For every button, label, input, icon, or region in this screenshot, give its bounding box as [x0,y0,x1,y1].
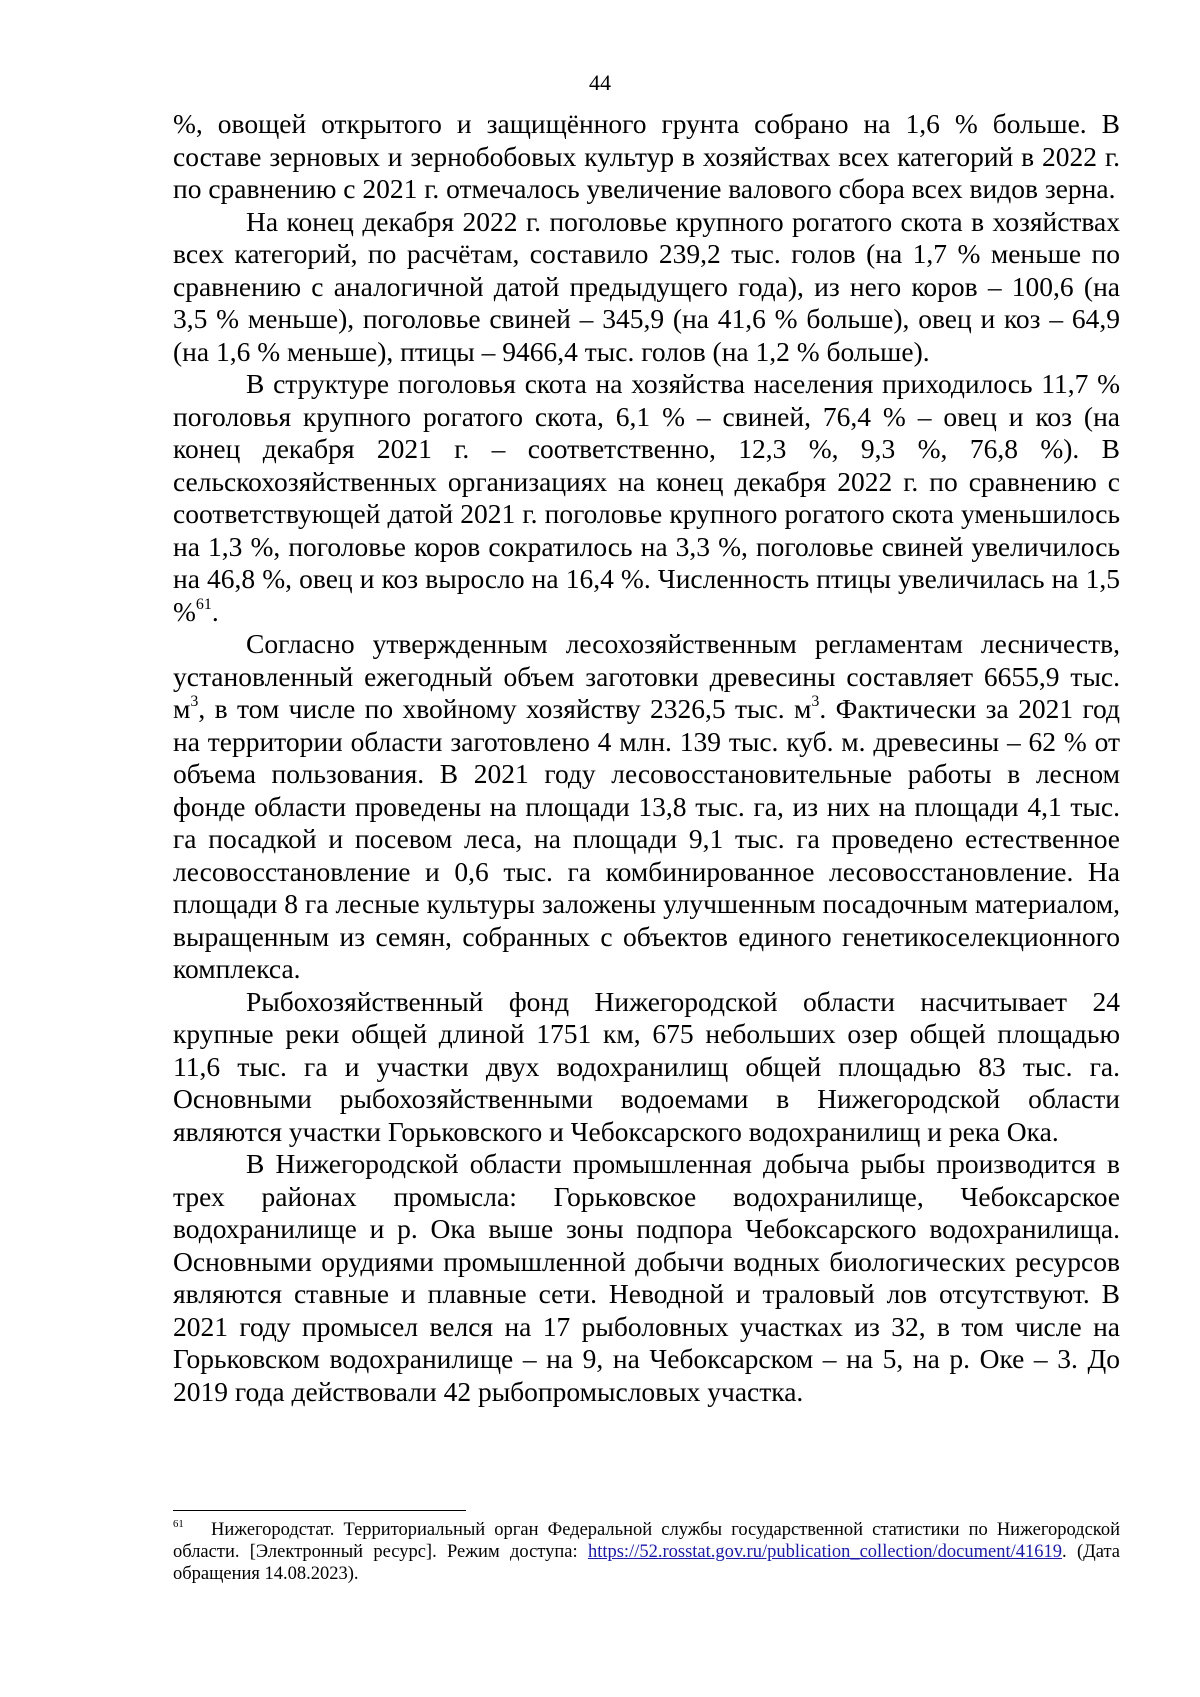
footnote-link[interactable]: https://52.rosstat.gov.ru/publication_collection/document/41619 [587,1542,1063,1562]
paragraph-fishery-fund: Рыбохозяйственный фонд Нижегородской области насчитывает 24 крупные реки общей длиной 1751 км, 675 небольших озер общей площадью 11,6 тыс. га и участки двух водохранилищ общей площадью 83 тыс. га. Основными рыбохозяйственными водоемами в Нижегородской области являются участки Горьковского и Чебоксарского водохранилищ и река Ока. [173,985,1120,1147]
footnote-number: 61 [173,1517,184,1530]
paragraph-livestock: На конец декабря 2022 г. поголовье крупного рогатого скота в хозяйствах всех категорий, по расчётам, составило 239,2 тыс. голов (на 1,7 % меньше по сравнению с аналогичной датой предыдущего года), из него коров – 100,6 (на 3,5 % меньше), поголовье свиней – 345,9 (на 41,6 % больше), овец и коз – 64,9 (на 1,6 % меньше), птицы – 9466,4 тыс. голов (на 1,2 % больше). [173,205,1120,367]
footnote-reference[interactable]: 61 [195,595,212,613]
footnote-text-block [173,1519,1120,1585]
paragraph-forestry [173,628,1120,986]
footnote-text: Нижегородстат. Территориальный орган Федеральной службы государственной статистики по Нижегородской области. [Электронный ресурс]. Режим доступа: [173,1520,1121,1562]
body-text [173,108,1120,1408]
paragraph-text: , в том числе по хвойному хозяйству 2326,5 тыс. м [198,693,812,724]
footnote-separator [173,1510,466,1511]
paragraph-text: . Фактически за 2021 год на территории области заготовлено 4 млн. 139 тыс. куб. м. древесины – 62 % от объема пользования. В 2021 году лесовосстановительные работы в лесном фонде области проведены на площади 13,8 тыс. га, из них на площади 4,1 тыс. га посадкой и посевом леса, на площади 9,1 тыс. га проведено естественное лесовосстановление и 0,6 тыс. га комбинированное лесовосстановление. На площади 8 га лесные культуры заложены улучшенным посадочным материалом, выращенным из семян, собранных с объектов единого генетикоселекционного комплекса. [173,693,1120,984]
footnote [173,1519,1120,1585]
paragraph-livestock-structure [173,368,1120,628]
paragraph-continuation: %, овощей открытого и защищённого грунта собрано на 1,6 % больше. В составе зерновых и зернобобовых культур в хозяйствах всех категорий в 2022 г. по сравнению с 2021 г. отмечалось увеличение валового сбора всех видов зерна. [173,108,1120,204]
footnote-access-date: . (Дата обращения 14.08.2023). [173,1542,1120,1584]
superscript-exponent: 3 [811,693,820,711]
page-number: 44 [589,70,611,95]
paragraph-fishing-industry: В Нижегородской области промышленная добыча рыбы производится в трех районах промысла: Горьковское водохранилище, Чебоксарское водохранилище и р. Ока выше зоны подпора Чебоксарского водохранилища. Основными орудиями промышленной добычи водных биологических ресурсов являются ставные и плавные сети. Неводной и траловый лов отсутствуют. В 2021 году промысел велся на 17 рыболовных участках из 32, в том числе на Горьковском водохранилище – на 9, на Чебоксарском – на 5, на р. Оке – 3. До 2019 года действовали 42 рыбопромысловых участка. [173,1148,1120,1407]
superscript-exponent: 3 [190,693,199,711]
paragraph-text: В структуре поголовья скота на хозяйства населения приходилось 11,7 % поголовья крупного рогатого скота, 6,1 % – свиней, 76,4 % – овец и коз (на конец декабря 2021 г. – соответственно, 12,3 %, 9,3 %, 76,8 %). В сельскохозяйственных организациях на конец декабря 2022 г. по сравнению с соответствующей датой 2021 г. поголовье крупного рогатого скота уменьшилось на 1,3 %, поголовье коров сократилось на 3,3 %, поголовье свиней увеличилось на 46,8 %, овец и коз выросло на 16,4 %. Численность птицы увеличилась на 1,5 % [173,368,1120,627]
paragraph-end: . [211,595,219,627]
paragraph-text: Согласно утвержденным лесохозяйственным регламентам лесничеств, установленный ежегодный объем заготовки древесины составляет 6655,9 тыс. м [173,628,1120,724]
